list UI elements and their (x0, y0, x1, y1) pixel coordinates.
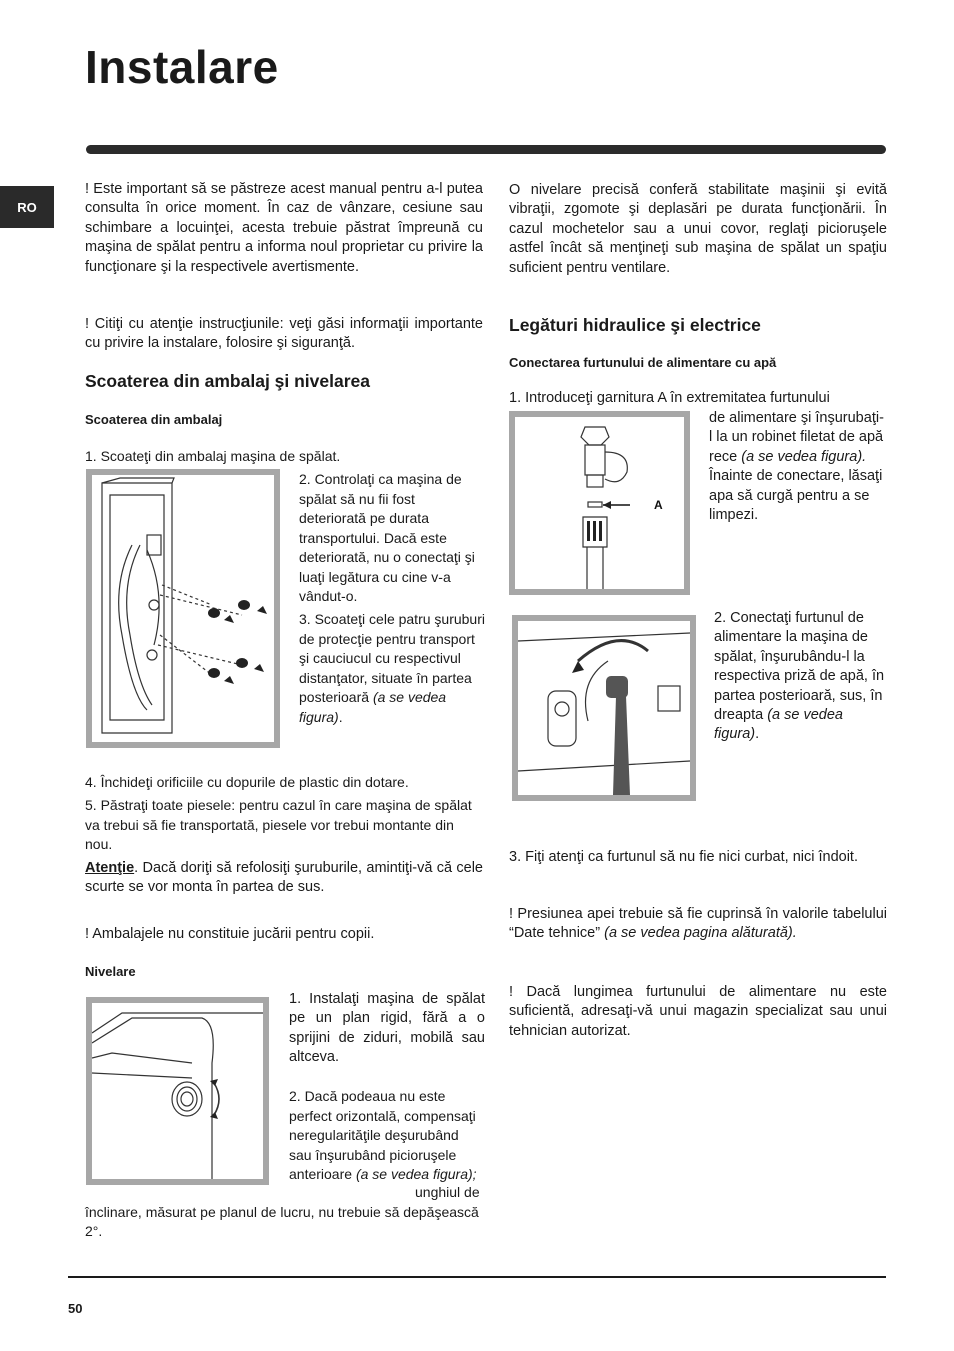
unpack-step-3 (299, 610, 485, 727)
tap-hose-illustration (515, 417, 684, 589)
subheading-unpacking: Scoaterea din ambalaj (85, 412, 223, 427)
hose-step-1-line1: 1. Introduceţi garnitura A în extremitatea furtunului (509, 390, 830, 406)
attention-label: Atenţie (85, 860, 135, 876)
note-packaging: ! Ambalajele nu constituie jucării pentru copii. (85, 926, 375, 942)
unpack-step-3-end: . (338, 708, 343, 725)
subheading-water-hose: Conectarea furtunului de alimentare cu apă (509, 355, 777, 370)
attention-note (85, 859, 483, 898)
unpack-step-5: 5. Păstraţi toate piesele: pentru cazul în care maşina de spălat va trebui să fie transportată, piesele vor trebui montante din nou. (85, 797, 472, 852)
hose-step-1-text: de alimentare şi înşurubaţi-l la un robinet filetat de apă rece (709, 410, 884, 465)
subheading-leveling: Nivelare (85, 964, 136, 979)
note-read-instructions: ! Citiţi cu atenţie instrucţiunile: veţi găsi informaţii importante cu privire la instalare, folosire şi siguranţă. (85, 316, 483, 352)
leveling-step-2-ref: (a se vedea figura); (355, 1166, 477, 1182)
adjustable-foot-illustration (92, 1003, 263, 1179)
section-heading-connections: Legături hidraulice şi electrice (509, 315, 761, 335)
language-tab: RO (0, 186, 54, 228)
unpack-step-3-ref: (a se vedea figura) (299, 689, 447, 725)
hose-step-2 (714, 609, 887, 745)
note-hose-length: ! Dacă lungimea furtunului de alimentare nu este suficientă, adresaţi-vă unui magazin specializat sau unui tehnician autorizat. (509, 984, 887, 1039)
title-divider (86, 145, 886, 154)
unpack-step-4: 4. Închideţi orificiile cu dopurile de plastic din dotare. (85, 774, 409, 790)
leveling-intro: O nivelare precisă conferă stabilitate maşinii şi evită vibraţii, zgomote şi deplasări pe durata funcţionării. În cazul mochetelor sau a unui covor, reglaţi picioruşele astfel încât să menţineţi sub maşina de spălat un spaţiu suficient pentru ventilare. (509, 182, 887, 276)
footer-divider (68, 1276, 886, 1278)
machine-back-illustration (92, 475, 274, 742)
page-title: Instalare (85, 41, 279, 93)
page-number: 50 (68, 1301, 83, 1316)
leveling-step-1: 1. Instalaţi maşina de spălat pe un plan rigid, fără a o sprijini de ziduri, mobilă sau altceva. (289, 991, 485, 1066)
leveling-step-2-text: 2. Dacă podeaua nu este perfect orizontală, compensaţi neregularităţile deşurubând sau înşurubând picioruşele anterioare (289, 1088, 476, 1182)
note-water-pressure (509, 905, 887, 944)
hose-step-2-text: 2. Conectaţi furtunul de alimentare la maşina de spălat, înşurubându-l la respectiva priză de apă, în partea posterioară, sus, în dreapta (714, 610, 885, 724)
hose-step-1-ref: (a se vedea figura). (741, 448, 867, 465)
unpack-step-3-text: 3. Scoateţi cele patru şuruburi de protecţie pentru transport şi cauciucul cu respectivul distanţator, situate în partea posterioară (299, 611, 485, 705)
machine-inlet-illustration (518, 621, 690, 795)
hose-step-3: 3. Fiţi atenţi ca furtunul să nu fie nici curbat, nici îndoit. (509, 849, 858, 865)
hose-step-1-rest (709, 409, 887, 525)
hose-step-2-ref: (a se vedea figura) (714, 707, 843, 743)
figure-leveling-foot (86, 997, 269, 1185)
leveling-step-2-part-b: unghiul de înclinare, măsurat pe planul de lucru, nu trebuie să depăşească 2°. (85, 1184, 480, 1239)
figure-hose-tap (509, 411, 690, 595)
figure-label-a: A (654, 498, 663, 512)
hose-step-2-end: . (755, 726, 760, 743)
attention-text: . Dacă doriţi să refolosiţi şuruburile, amintiţi-vă că cele scurte se vor monta în partea de sus. (85, 860, 483, 896)
note-water-pressure-text: ! Presiunea apei trebuie să fie cuprinsă în valorile tabelului “Date tehnice” (509, 906, 887, 942)
unpack-step-2: 2. Controlaţi ca maşina de spălat să nu fii fost deteriorată pe durata transportului. Dacă este deteriorată, nu o conectaţi şi luaţi legătura cu cine v-a vândut-o. (299, 471, 475, 604)
note-keep-manual: ! Este important să se păstreze acest manual pentru a-l putea consulta în orice moment. În caz de vânzare, cesiune sau schimbare a locuinţei, acesta trebuie păstrat împreună cu maşina de spălat pentru a informa noul proprietar cu privire la funcţionare şi la respectivele avertismente. (85, 181, 483, 275)
section-heading-unpacking-leveling: Scoaterea din ambalaj şi nivelarea (85, 371, 371, 391)
figure-hose-machine (512, 615, 696, 801)
unpack-step-1: 1. Scoateţi din ambalaj maşina de spălat. (85, 448, 341, 464)
note-water-pressure-ref: (a se vedea pagina alăturată). (604, 925, 797, 942)
leveling-step-2-part-a (289, 1087, 481, 1185)
hose-step-1-end: Înainte de conectare, lăsaţi apa să curgă pentru a se limpezi. (709, 468, 883, 524)
figure-transport-screws (86, 469, 280, 748)
